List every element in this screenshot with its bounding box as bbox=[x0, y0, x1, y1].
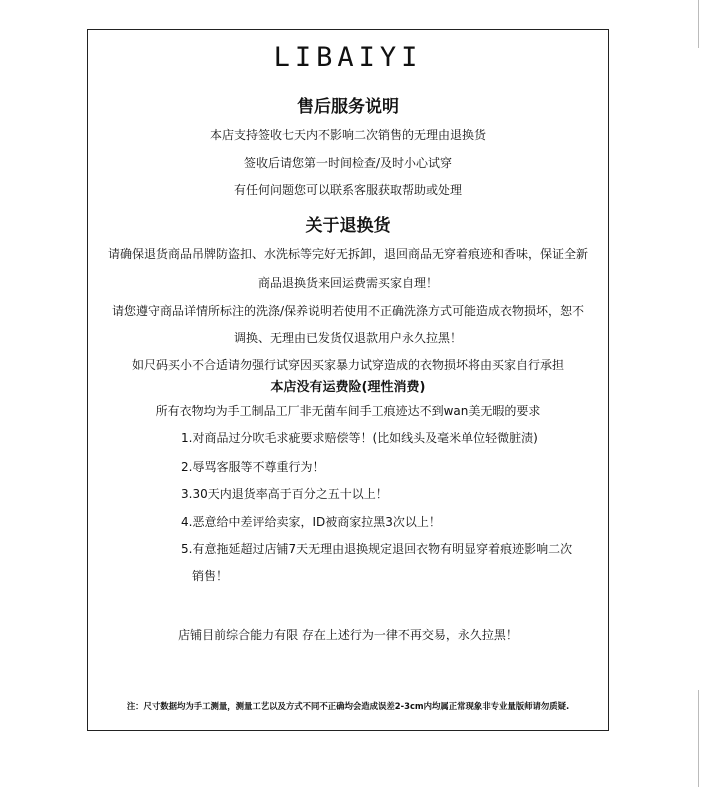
brand-logo: LIBAIYI bbox=[273, 42, 423, 73]
returns-para2-line2: 调换、无理由已发货仅退款用户永久拉黑！ bbox=[233, 331, 462, 345]
rule-item-4: 4.恶意给中差评给卖家，ID被商家拉黑3次以上！ bbox=[181, 515, 441, 529]
document-frame bbox=[87, 29, 609, 731]
edge-line-top bbox=[698, 0, 699, 48]
rule-item-1: 1.对商品过分吹毛求疵要求赔偿等！(比如线头及毫米单位轻微脏渍) bbox=[181, 431, 538, 445]
returns-para3: 如尺码买小不合适请勿强行试穿因买家暴力试穿造成的衣物损坏将由买家自行承担 bbox=[131, 358, 564, 372]
no-insurance-title: 本店没有运费险(理性消费) bbox=[270, 380, 426, 395]
after-sales-line-3: 有任何问题您可以联系客服获取帮助或处理 bbox=[233, 183, 462, 197]
closing-statement: 店铺目前综合能力有限 存在上述行为一律不再交易，永久拉黑！ bbox=[178, 628, 518, 642]
edge-line-bottom bbox=[698, 690, 699, 787]
after-sales-line-2: 签收后请您第一时间检查/及时小心试穿 bbox=[243, 156, 453, 170]
no-insurance-intro: 所有衣物均为手工制品工厂非无菌车间手工痕迹达不到wan美无暇的要求 bbox=[155, 404, 541, 418]
returns-title: 关于退换货 bbox=[305, 216, 391, 236]
rule-item-5: 5.有意拖延超过店铺7天无理由退换规定退回衣物有明显穿着痕迹影响二次 bbox=[181, 542, 573, 556]
returns-para1-line2: 商品退换货来回运费需买家自理！ bbox=[257, 276, 438, 290]
rule-item-5-continued: 销售！ bbox=[192, 569, 229, 583]
rule-item-2: 2.辱骂客服等不尊重行为！ bbox=[181, 460, 325, 474]
after-sales-title: 售后服务说明 bbox=[297, 97, 399, 117]
returns-para1-line1: 请确保退货商品吊牌防盗扣、水洗标等完好无拆卸，退回商品无穿着痕迹和香味，保证全新 bbox=[107, 247, 588, 261]
rule-item-3: 3.30天内退货率高于百分之五十以上！ bbox=[181, 487, 388, 501]
after-sales-line-1: 本店支持签收七天内不影响二次销售的无理由退换货 bbox=[209, 128, 486, 142]
measurement-footnote: 注：尺寸数据均为手工测量，测量工艺以及方式不同不正确均会造成误差2-3cm内均属正常现象非专业量版师请勿质疑. bbox=[126, 701, 570, 711]
returns-para2-line1: 请您遵守商品详情所标注的洗涤/保养说明若使用不正确洗涤方式可能造成衣物损坏，恕不 bbox=[111, 304, 585, 318]
